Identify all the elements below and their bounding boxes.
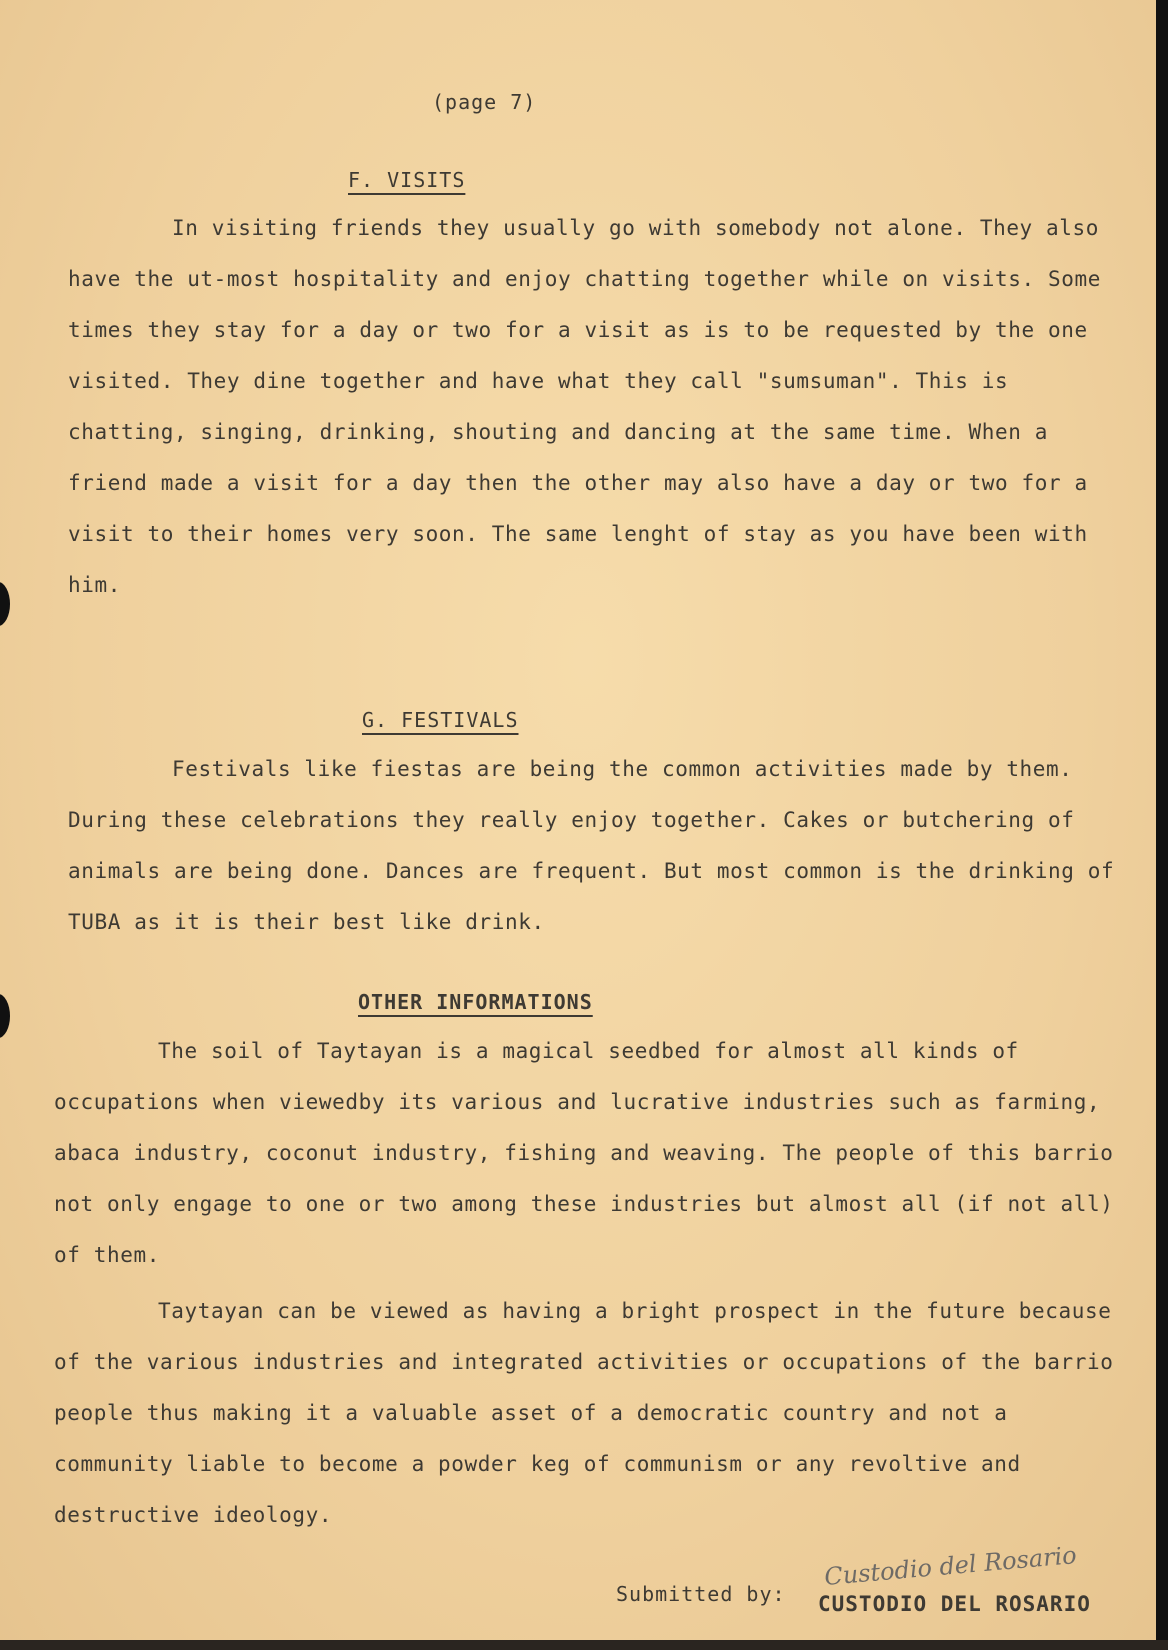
paragraph-other-2: Taytayan can be viewed as having a bright prospect in the future because of the various industries and integrated activities or occupations of the barrio people thus making it a valuable asset of a democratic country and not a community liable to become a powder keg of communism or any revoltive and destructive ideology.	[54, 1299, 1114, 1527]
section-heading-visits: F. VISITS	[348, 168, 466, 192]
punch-hole	[0, 994, 10, 1038]
handwritten-signature: Custodio del Rosario	[823, 1541, 1078, 1591]
page-number: (page 7)	[432, 90, 537, 114]
scan-edge-bottom	[0, 1640, 1168, 1650]
typed-name: CUSTODIO DEL ROSARIO	[818, 1592, 1091, 1616]
scan-edge-right	[1156, 0, 1168, 1650]
section-heading-festivals: G. FESTIVALS	[362, 708, 519, 732]
section-heading-other-informations: OTHER INFORMATIONS	[358, 990, 593, 1014]
submitted-by-label: Submitted by:	[616, 1582, 786, 1606]
paragraph-visits: In visiting friends they usually go with somebody not alone. They also have the ut-most hospitality and enjoy chatting together while on visits. Some times they stay for a day or two for a visit as is to be requested by the one visited. They dine together and have what they call "sumsuman". This is chatting, singing, drinking, shouting and dancing at the same time. When a friend made a visit for a day then the other may also have a day or two for a visit to their homes very soon. The same lenght of stay as you have been with him.	[68, 216, 1101, 597]
paragraph-other-1: The soil of Taytayan is a magical seedbed for almost all kinds of occupations when viewedby its various and lucrative industries such as farming, abaca industry, coconut industry, fishing and weaving. The people of this barrio not only engage to one or two among these industries but almost all (if not all) of them.	[54, 1039, 1114, 1267]
paragraph-festivals: Festivals like fiestas are being the common activities made by them. During these celebrations they really enjoy together. Cakes or butchering of animals are being done. Dances are frequent. But most common is the drinking of TUBA as it is their best like drink.	[68, 757, 1115, 934]
punch-hole	[0, 582, 10, 626]
